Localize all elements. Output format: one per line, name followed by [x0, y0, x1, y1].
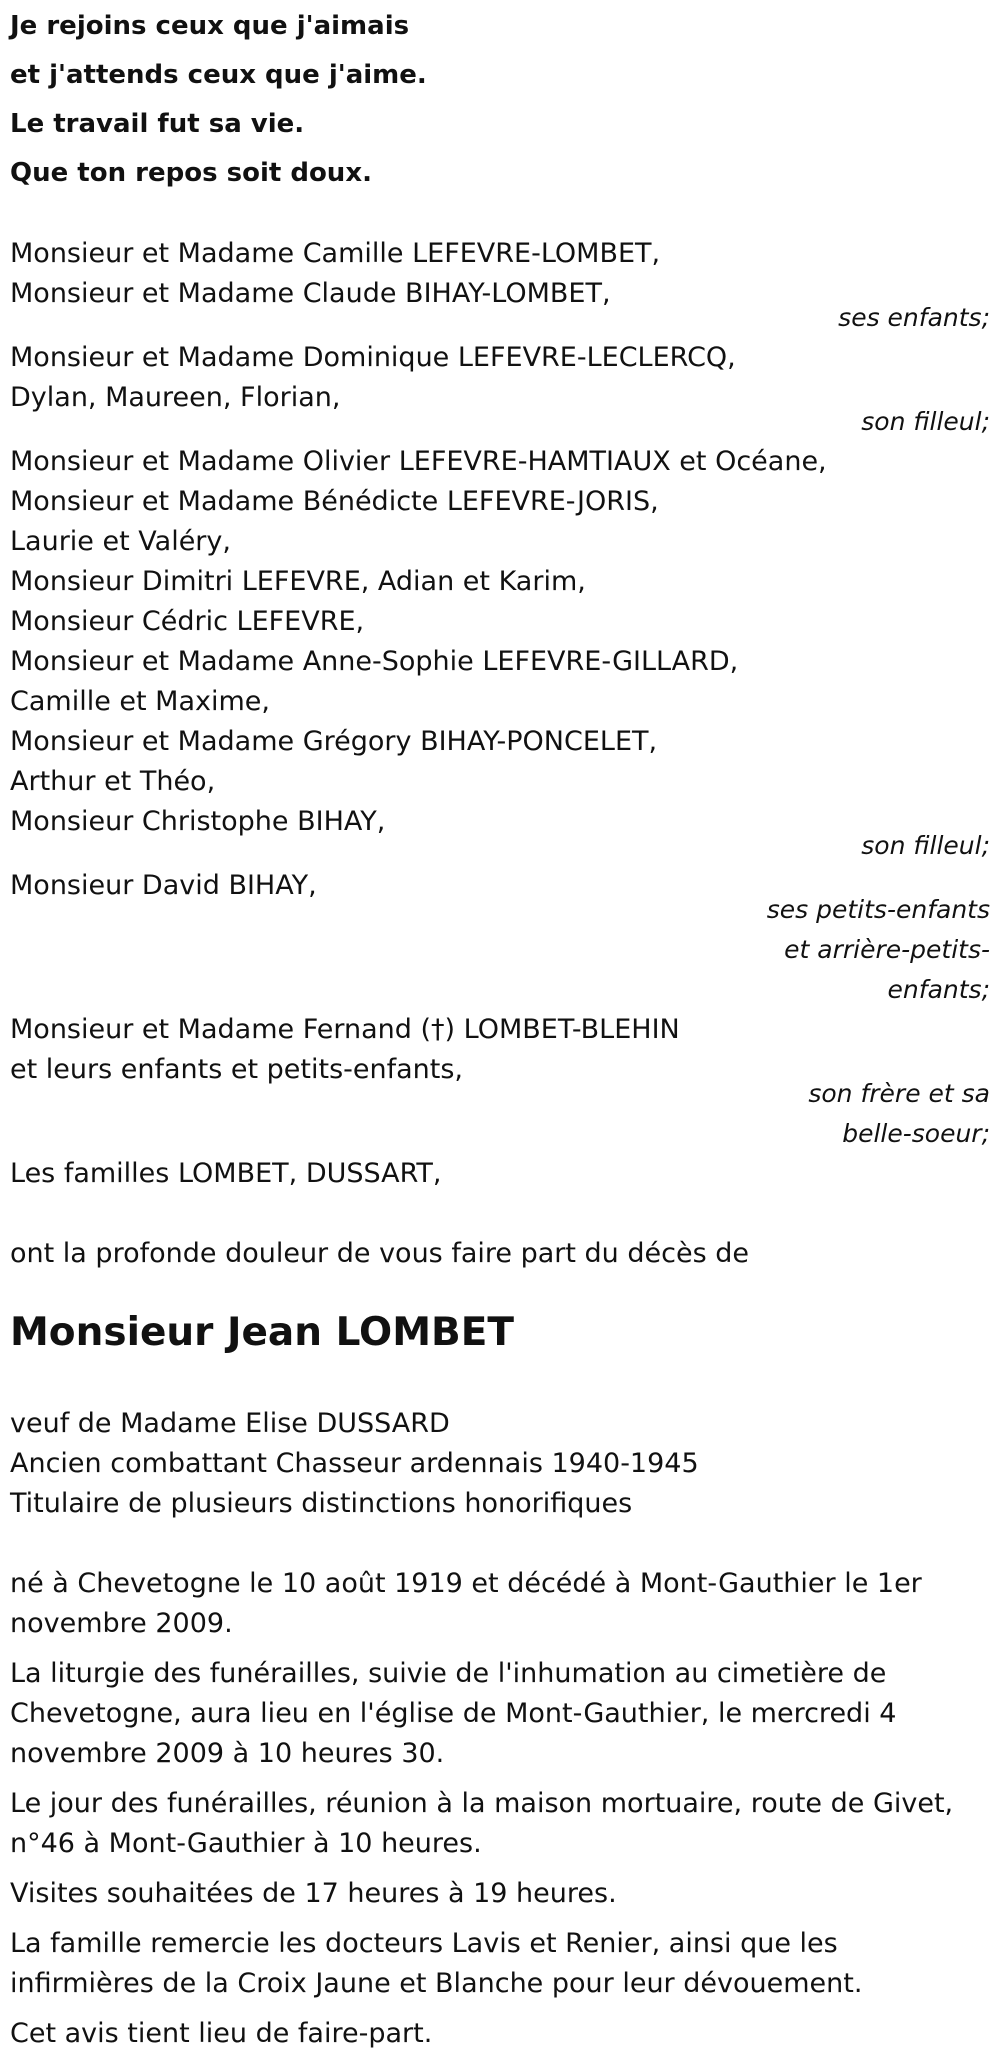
family-member: Monsieur et Madame Grégory BIHAY-PONCELET, [10, 726, 658, 757]
relation-label: ses enfants; [838, 303, 990, 332]
family-member: Monsieur Dimitri LEFEVRE, Adian et Karim, [10, 566, 586, 597]
verse-line: Le travail fut sa vie. [10, 109, 305, 139]
family-member: Arthur et Théo, [10, 766, 216, 797]
funeral-paragraph: La liturgie des funérailles, suivie de l'inhumation au cimetière de Chevetogne, aura lieu en l'église de Mont-Gauthier, le mercredi 4 novembre 2009 à 10 heures 30. [10, 1658, 897, 1769]
family-member: et leurs enfants et petits-enfants, [10, 1054, 464, 1085]
relation-label: ses petits-enfants [766, 895, 990, 924]
family-member: Camille et Maxime, [10, 686, 270, 717]
family-member: Dylan, Maureen, Florian, [10, 382, 341, 413]
relation-label: et arrière-petits- [784, 935, 990, 964]
verse-line: Que ton repos soit doux. [10, 158, 372, 188]
deceased-detail: Ancien combattant Chasseur ardennais 1940-1945 [10, 1448, 699, 1479]
relation-label: son filleul; [861, 831, 990, 860]
closing-paragraph: Cet avis tient lieu de faire-part. [10, 2018, 433, 2049]
relation-label: belle-soeur; [842, 1119, 990, 1148]
verse-line: et j'attends ceux que j'aime. [10, 60, 427, 90]
relation-label: enfants; [887, 975, 990, 1004]
family-member: Les familles LOMBET, DUSSART, [10, 1158, 442, 1189]
family-member: Monsieur Christophe BIHAY, [10, 806, 386, 837]
birth-death-paragraph: né à Chevetogne le 10 août 1919 et décédé à Mont-Gauthier le 1er novembre 2009. [10, 1568, 922, 1639]
family-member: Monsieur David BIHAY, [10, 870, 317, 901]
deceased-name: Monsieur Jean LOMBET [10, 1310, 514, 1355]
family-member: Monsieur et Madame Fernand (†) LOMBET-BLEHIN [10, 1014, 680, 1045]
family-member: Monsieur et Madame Claude BIHAY-LOMBET, [10, 278, 611, 309]
family-member: Monsieur Cédric LEFEVRE, [10, 606, 365, 637]
family-member: Monsieur et Madame Olivier LEFEVRE-HAMTIAUX et Océane, [10, 446, 827, 477]
family-member: Monsieur et Madame Anne-Sophie LEFEVRE-GILLARD, [10, 646, 739, 677]
relation-label: son filleul; [861, 407, 990, 436]
verse-line: Je rejoins ceux que j'aimais [10, 11, 410, 41]
deceased-detail: Titulaire de plusieurs distinctions honorifiques [10, 1488, 633, 1519]
family-member: Laurie et Valéry, [10, 526, 231, 557]
announcement-text: ont la profonde douleur de vous faire part du décès de [10, 1238, 749, 1269]
family-member: Monsieur et Madame Dominique LEFEVRE-LECLERCQ, [10, 342, 736, 373]
relation-label: son frère et sa [808, 1079, 990, 1108]
family-member: Monsieur et Madame Bénédicte LEFEVRE-JORIS, [10, 486, 659, 517]
visits-paragraph: Visites souhaitées de 17 heures à 19 heures. [10, 1878, 617, 1909]
family-member: Monsieur et Madame Camille LEFEVRE-LOMBET, [10, 238, 661, 269]
deceased-detail: veuf de Madame Elise DUSSARD [10, 1408, 450, 1439]
thanks-paragraph: La famille remercie les docteurs Lavis et Renier, ainsi que les infirmières de la Croix Jaune et Blanche pour leur dévouement. [10, 1928, 863, 1999]
gathering-paragraph: Le jour des funérailles, réunion à la maison mortuaire, route de Givet, n°46 à Mont-Gauthier à 10 heures. [10, 1788, 954, 1859]
